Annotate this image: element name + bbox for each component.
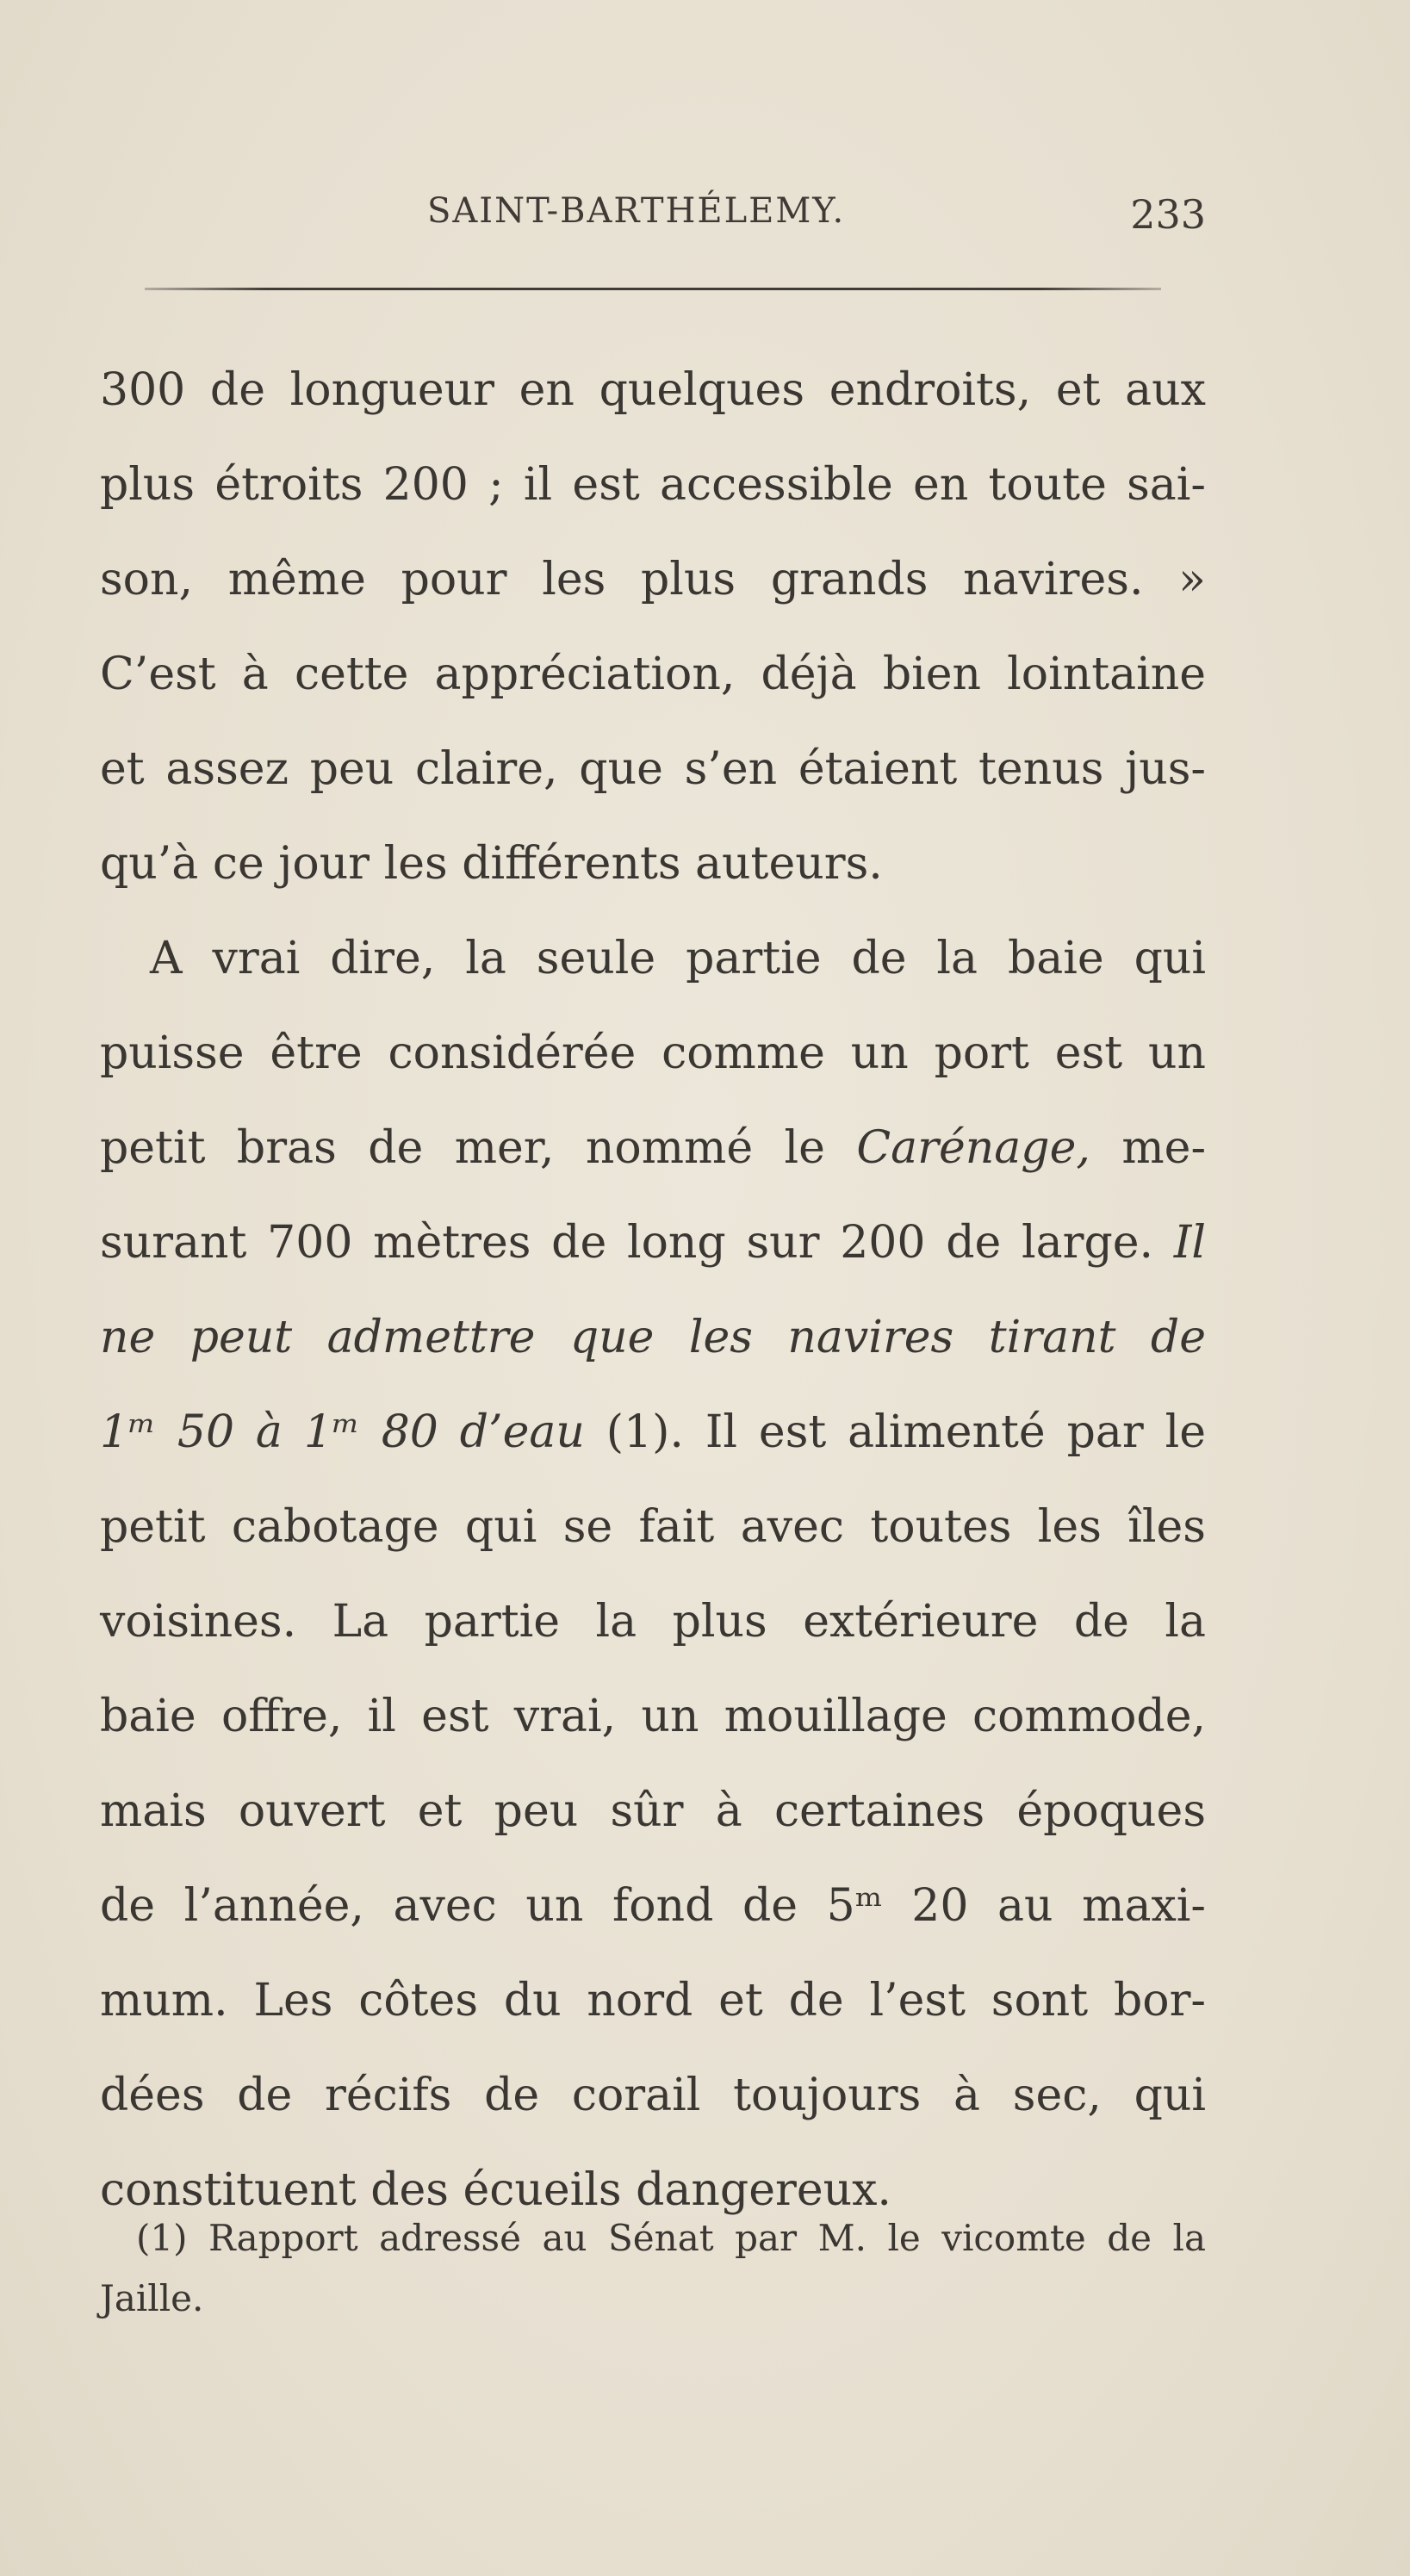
- footnote: [100, 2208, 1206, 2329]
- text-line: puisse être considérée comme un port est un: [100, 1027, 1206, 1079]
- text-line: et assez peu claire, que s’en étaient tenus jus-: [100, 743, 1206, 795]
- header-rule: [145, 288, 1161, 290]
- footnote-line: Jaille.: [100, 2277, 204, 2319]
- text-line: mais ouvert et peu sûr à certaines époques: [100, 1785, 1206, 1837]
- text-segment: surant 700 mètres de long sur 200 de large.: [100, 1217, 1154, 1269]
- running-head: [100, 191, 1206, 243]
- footnote-line: (1) Rapport adressé au Sénat par M. le vicomte de la: [136, 2217, 1206, 2259]
- running-title: SAINT-BARTHÉLEMY.: [427, 191, 846, 231]
- text-line: son, même pour les plus grands navires. »: [100, 554, 1206, 605]
- body-text: [100, 343, 1206, 2238]
- text-line: baie offre, il est vrai, un mouillage commode,: [100, 1691, 1206, 1742]
- text-line: [100, 1385, 1206, 1480]
- italic-text: 1ᵐ 50 à 1ᵐ 80 d’eau: [100, 1406, 585, 1458]
- text-line: dées de récifs de corail toujours à sec, qui: [100, 2070, 1206, 2121]
- text-line: petit cabotage qui se fait avec toutes les îles: [100, 1501, 1206, 1553]
- text-line: 300 de longueur en quelques endroits, et aux: [100, 364, 1206, 416]
- italic-text: Il: [1173, 1217, 1207, 1269]
- text-segment: petit bras de mer, nommé le: [100, 1122, 825, 1174]
- text-line: [100, 1290, 1206, 1385]
- italic-text: ne peut admettre que les navires tirant de: [100, 1312, 1206, 1363]
- text-line: [100, 1101, 1206, 1195]
- text-line: mum. Les côtes du nord et de l’est sont bor-: [100, 1975, 1206, 2027]
- text-line: de l’année, avec un fond de 5ᵐ 20 au maxi-: [100, 1880, 1206, 1932]
- text-line: plus étroits 200 ; il est accessible en toute sai-: [100, 459, 1206, 511]
- italic-term: Carénage,: [856, 1122, 1090, 1174]
- text-line: constituent des écueils dangereux.: [100, 2164, 891, 2216]
- paragraph-start-line: A vrai dire, la seule partie de la baie qui: [150, 933, 1206, 984]
- text-line: qu’à ce jour les différents auteurs.: [100, 838, 883, 890]
- text-line: [100, 1195, 1206, 1290]
- text-line: C’est à cette appréciation, déjà bien lointaine: [100, 649, 1206, 700]
- page-number: 233: [1130, 191, 1206, 238]
- text-segment: (1). Il est alimenté par le: [606, 1406, 1207, 1458]
- text-line: voisines. La partie la plus extérieure de la: [100, 1596, 1206, 1648]
- text-segment: me-: [1121, 1122, 1207, 1174]
